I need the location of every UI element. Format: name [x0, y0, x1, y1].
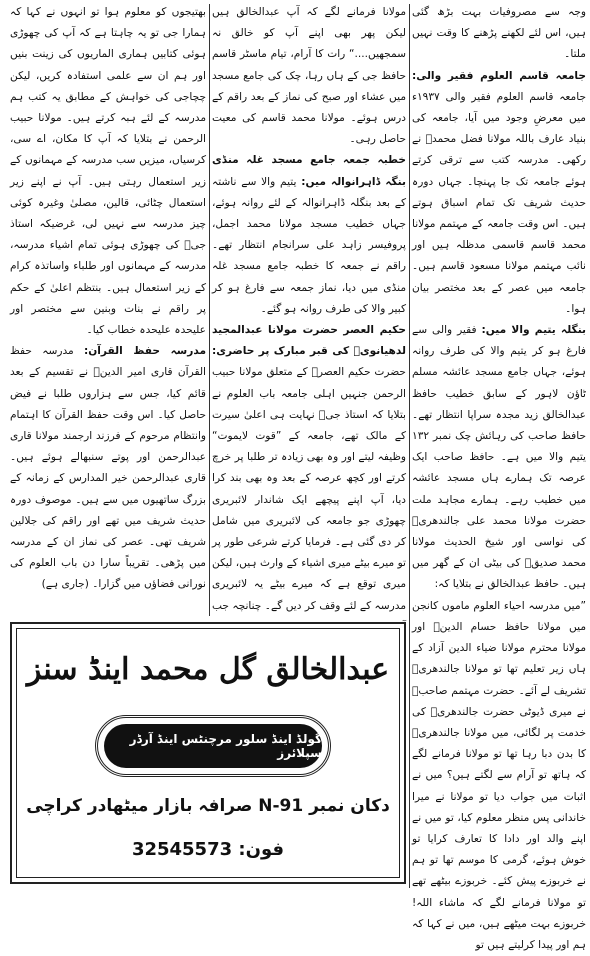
shop-address: دکان نمبر N-91 صرافہ بازار میٹھادر کراچی: [26, 796, 390, 816]
advertisement-inner-border: [16, 628, 400, 878]
paragraph: یتیم والا سے ناشتہ کے بعد بنگلہ ڈاہرانوالہ کے لئے روانہ ہوئے، جہاں خطیب مسجد مولانا محمد اجمل، پروفیسر زاہد علی سرانجام انتظار تھے۔ راقم نے جمعہ کا خطبہ جامع مسجد غلہ منڈی میں دیا، نماز جمعہ سے فارغ ہو کر کبیر والا کی طرف روانہ ہو گئے۔: [212, 175, 406, 315]
phone-line: [17, 839, 399, 860]
paragraph: بھتیجوں کو معلوم ہوا تو انہوں نے کہا کہ ہمارا جی تو یہ چاہتا ہے کہ آپ کی چھوڑی ہوئی کتابیں ہماری الماریوں کی زینت بنیں اور ہم ان سے علمی استفادہ کریں، لیکن چچاجی کی خواہش کے مطابق یہ کتب ہم مدرسہ کے لئے ہبہ کرتے ہیں۔ مولانا حبیب الرحمن نے بتلایا کہ آپ کا مکان، اے سی، کرسیاں، میزیں سب مدرسہ کے مہمانوں کے زیر استعمال رہتی ہیں۔ آپ نے اپنے زیر استعمال چٹائی، قالین، مصلیٰ وغیرہ کوئی چیز مدرسہ سے نہیں لی، غرضیکہ استاذ جیؒ کی چھوڑی ہوئی تمام اشیاء مدرسہ، مدرسہ کے مہمانوں اور طلباء واساتذہ کرام کے زیر استعمال ہیں۔ بنتظم اعلیٰ کے حکم پر راقم نے بنات وبنین سے مختصر اور علیحدہ علیحدہ خطاب کیا۔: [10, 6, 206, 337]
section-heading: جامعہ قاسم العلوم فقیر والی:: [412, 69, 586, 82]
article-column-middle: [212, 2, 406, 618]
column-divider: [209, 4, 210, 616]
phone-number: 32545573: [131, 839, 233, 860]
column-divider: [409, 4, 410, 888]
advertisement-title: عبدالخالق گل محمد اینڈ سنز: [26, 652, 390, 687]
article-column-right: [412, 2, 586, 951]
section-heading: مدرسہ حفظ القرآن:: [84, 345, 206, 358]
paragraph: جامعہ قاسم العلوم فقیر والی ۱۹۳۷ء میں معرضِ وجود میں آیا، جامعہ کی بنیاد عارف باللہ مولانا فضل محمدؒ نے رکھی۔ مدرسہ کتب سے ترقی کرتے ہوئے جامعہ تک جا پہنچا۔ جہاں دورہ حدیث شریف تک تمام اسباق ہوتے ہیں۔ اس وقت جامعہ کے مہتمم مولانا محمد قاسم قاسمی مدظلہ ہیں اور نائب مہتمم مولانا مسعود قاسم ہیں۔ جامعہ میں عصر کے بعد مختصر بیان ہوا۔: [412, 90, 586, 315]
section-heading: خطبہ جمعہ جامع مسجد غلہ منڈی بنگہ ڈاہرانوالہ میں:: [212, 154, 406, 188]
quoted-paragraph: ”میں مدرسہ احیاء العلوم ماموں کانجن میں مولانا حافظ حسام الدینؒ اور مولانا محترم مولانا ضیاء الدین آزاد کے ہاں زیر تعلیم تھا تو مولانا جالندھریؒ تشریف لے آئے۔ حضرت مہتمم صاحبؒ نے میری ڈیوٹی حضرت جالندھریؒ کی خدمت پر لگائی، میں مولانا جالندھریؒ کا بدن دبا رہا تھا تو مولانا فرمانے لگے کہ ہاتھ تو آرام سے لگتے ہیں؟ میں نے اثبات میں جواب دیا تو مولانا نے میرا خاندانی پس منظر معلوم کیا، تو میں نے اپنے والد اور دادا کا تعارف کرایا تو خوش ہوئے، گرمی کا موسم تھا تو ہم نے خربوزے پیش کئے۔ خربوزے بیٹھے تھے تو مولانا فرمانے لگے کہ ماشاء اللہ! خربوزے بہت میٹھے ہیں، میں نے کہا کہ ہم اور پیدا کرلیتے ہیں تو: [412, 599, 586, 951]
section-heading: بنگلہ یتیم والا میں:: [481, 324, 586, 337]
paragraph: حضرت حکیم العصرؒ کے متعلق مولانا حبیب الرحمن جنہیں اہلی جامعہ باب العلوم نے بتلایا کہ استاذ جیؒ نہایت ہی اعلیٰ سیرت کے مالک تھے، جامعہ کے ”قوت لایموت“ وظیفہ لیتے اور وہ بھی زیادہ تر طلبا پر خرچ کرتے اور کچھ عرصہ کے بعد وہ بھی بند کرا دیا، آپ اپنے پیچھے ایک شاندار لائبریری چھوڑی جو جامعہ کی لائبریری میں شامل کر دی گئی ہے۔ فرمایا کرتے شرعی طور پر تو میرے بیٹے میری اشیاء کے وارث ہیں، لیکن میری توقع ہے کہ میرے بیٹے یہ لائبریری مدرسہ کے لئے وقف کر دیں گے۔ چنانچہ جب: [212, 366, 406, 612]
paragraph: مولانا فرمانے لگے کہ آپ عبدالخالق ہیں لیکن پھر بھی اپنے آپ کو خالق نہ سمجھیں....“ رات کا آرام، تیام ماسٹر قاسم حافظ جی کے ہاں رہا، چک کی جامع مسجد میں عشاء اور صبح کی نماز کے بعد راقم کے درس ہوئے۔ مولانا محمد قاسم کی معیت حاصل رہی۔: [212, 6, 406, 146]
continued-label: (جاری ہے): [41, 578, 89, 591]
paragraph: مدرسہ حفظ القرآن قاری امیر الدینؒ نے تقسیم کے بعد قائم کیا، جس سے ہزاروں طلبا نے فیض حاصل کیا۔ اس وقت حفظ القرآن کا اہتمام وانتظام مرحوم کے فرزند ارجمند مولانا قاری عبدالرحمن اور پوتے سنبھالے ہوئے ہیں۔ قاری عبدالرحمن خیر المدارس کے زمانہ کے بزرگ ساتھیوں میں سے ہیں۔ موصوف دورہ حدیث شریف میں تھے اور راقم کی جلالین شریف تھی۔ عصر کی نماز ان کے مدرسہ میں پڑھی۔ تقریباً سارا دن باب العلوم کی نورانی فضاؤں میں گزارا۔: [10, 345, 206, 591]
phone-label: فون:: [238, 839, 285, 860]
paragraph: وجہ سے مصروفیات بہت بڑھ گئی ہیں، اس لئے لکھنے پڑھنے کا وقت نہیں ملتا۔: [412, 6, 586, 61]
section-heading: حکیم العصر حضرت مولانا عبدالمجید لدھیانویؒ کی قبر مبارک پر حاضری:: [212, 324, 406, 358]
paragraph: فقیر والی سے فارغ ہو کر یتیم والا کی طرف روانہ ہوئے، جہاں جامع مسجد عائشہ مسلم ٹاؤن لاہور کے سابق خطیب حافظ عبدالخالق زید مجدہ سراپا انتظار تھے۔ حافظ صاحب کی رہائش چک نمبر ۱۳۲ یتیم والا میں ہے۔ حافظ صاحب ایک عرصہ تک ہمارے ہاں مسجد عائشہ میں خطیب رہے۔ ہمارے مجاہد ملت حضرت مولانا محمد علی جالندھریؒ کی نواسی اور شیخ الحدیث مولانا محمد صدیقؒ کی بیٹی ان کے گھر میں ہیں۔ حافظ عبدالخالق نے بتلایا کہ:: [412, 324, 586, 591]
advertisement-box: [10, 622, 406, 884]
tagline-badge: [95, 715, 331, 777]
article-column-left: [10, 2, 206, 618]
tagline-text: گولڈ اینڈ سلور مرچنٹس اینڈ آرڈر سپلائرز: [104, 724, 322, 768]
